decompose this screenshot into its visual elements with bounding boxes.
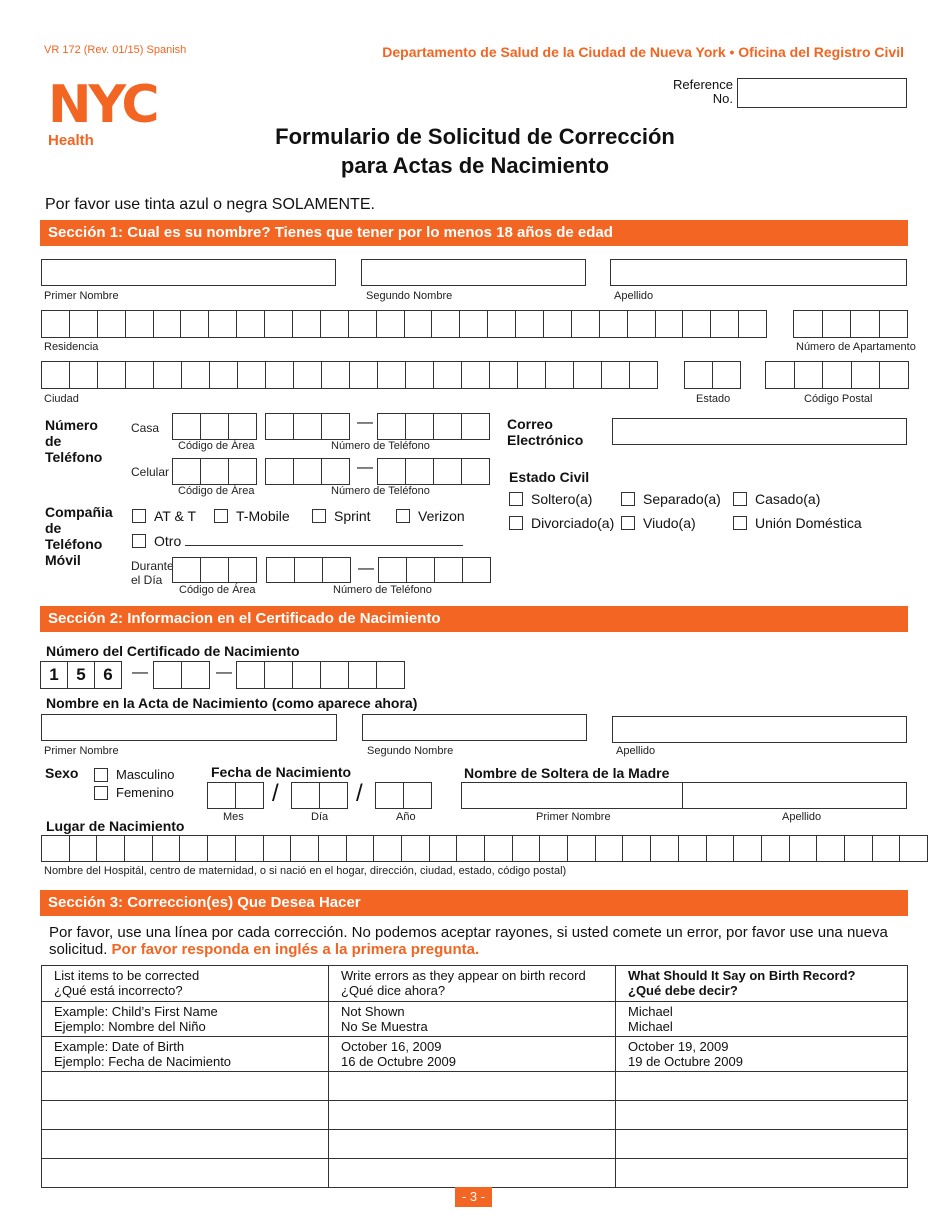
marital-domestic-partner-checkbox[interactable] [733, 515, 862, 531]
record-first-name-field[interactable] [41, 714, 337, 741]
phone-label-2: de [45, 433, 62, 449]
dash: — [132, 664, 148, 681]
table-row[interactable] [42, 1159, 908, 1188]
carrier-other-checkbox[interactable] [132, 533, 181, 549]
home-phone-prefix-field[interactable] [265, 413, 350, 440]
record-first-name-label: Primer Nombre [44, 745, 119, 757]
area-code-label: Código de Área [179, 584, 256, 596]
apartment-label: Número de Apartamento [796, 341, 916, 353]
slash: / [356, 780, 363, 807]
area-code-label: Código de Área [178, 440, 255, 452]
mother-first-name-field[interactable] [461, 782, 683, 809]
carrier-verizon-label: Verizon [418, 508, 465, 524]
table-cell [42, 1002, 329, 1037]
sex-female-checkbox[interactable] [94, 785, 174, 800]
mobile-carrier-label [45, 504, 113, 568]
marital-widowed-label: Viudo(a) [643, 515, 696, 531]
record-middle-name-field[interactable] [362, 714, 587, 741]
table-cell [329, 1037, 616, 1072]
table-cell [616, 1002, 908, 1037]
dash: — [357, 414, 373, 431]
column-header-en: Write errors as they appear on birth record [341, 968, 586, 983]
daytime-phone-label [131, 559, 174, 587]
phone-number-sublabel: Número de Teléfono [331, 485, 430, 497]
mother-first-name-label: Primer Nombre [536, 811, 611, 823]
cell-line: October 16, 2009 [341, 1039, 442, 1054]
apartment-field[interactable] [793, 310, 908, 338]
carrier-label-4: Móvil [45, 552, 81, 568]
zip-label: Código Postal [804, 393, 873, 405]
cert-digit-3: 6 [95, 661, 122, 689]
reference-label [660, 78, 733, 106]
table-cell[interactable] [329, 1072, 616, 1101]
example-row [42, 1037, 908, 1072]
dob-year-field[interactable] [375, 782, 432, 809]
carrier-tmobile-label: T-Mobile [236, 508, 290, 524]
dob-day-label: Día [311, 811, 329, 823]
cert-digit-1: 1 [41, 661, 68, 689]
cell-line: Michael [628, 1004, 673, 1019]
home-phone-line-field[interactable] [377, 413, 490, 440]
email-label-2: Electrónico [507, 432, 584, 448]
middle-name-field[interactable] [361, 259, 586, 286]
dash: — [358, 560, 374, 577]
page-title [0, 122, 950, 180]
marital-separated-checkbox[interactable] [621, 491, 721, 507]
birthplace-field[interactable] [41, 835, 928, 862]
phone-number-label [45, 417, 102, 465]
sex-label: Sexo [45, 765, 79, 781]
daytime-area-code-field[interactable] [172, 557, 257, 583]
dob-month-field[interactable] [207, 782, 264, 809]
carrier-other-line[interactable] [185, 545, 463, 546]
email-label [507, 416, 583, 448]
city-field[interactable] [41, 361, 658, 389]
corrections-table [41, 965, 908, 1188]
sex-male-checkbox[interactable] [94, 767, 175, 782]
daytime-label-2: el Día [131, 573, 163, 587]
certificate-prefix [40, 661, 122, 689]
cell-line: Ejemplo: Nombre del Niño [54, 1019, 206, 1034]
email-label-1: Correo [507, 416, 553, 432]
dob-year-label: Año [396, 811, 416, 823]
marital-married-checkbox[interactable] [733, 491, 820, 507]
dob-label: Fecha de Nacimiento [211, 764, 352, 780]
residence-label: Residencia [44, 341, 99, 353]
record-name-label: Nombre en la Acta de Nacimiento (como aparece ahora) [46, 695, 418, 711]
home-area-code-field[interactable] [172, 413, 257, 440]
phone-label-3: Teléfono [45, 449, 103, 465]
cell-line: Example: Child’s First Name [54, 1004, 218, 1019]
first-name-label: Primer Nombre [44, 290, 119, 302]
cell-line: No Se Muestra [341, 1019, 428, 1034]
marital-divorced-checkbox[interactable] [509, 515, 614, 531]
cell-phone-line-field[interactable] [377, 458, 490, 485]
table-header-row [42, 966, 908, 1002]
table-cell[interactable] [616, 1101, 908, 1130]
table-cell[interactable] [42, 1101, 329, 1130]
instructions-emphasis: Por favor responda en inglés a la primera pregunta. [111, 941, 480, 958]
daytime-phone-line-field[interactable] [378, 557, 491, 583]
carrier-label-1: Compañia [45, 504, 113, 520]
table-cell [616, 1037, 908, 1072]
ink-note: Por favor use tinta azul o negra SOLAMENTE. [45, 196, 375, 213]
middle-name-label: Segundo Nombre [366, 290, 453, 302]
carrier-att-label: AT & T [154, 508, 197, 524]
reference-label-1: Reference [673, 77, 733, 92]
carrier-sprint-checkbox[interactable] [312, 508, 371, 524]
title-line-1: Formulario de Solicitud de Corrección [275, 124, 675, 149]
certificate-number-label: Número del Certificado de Nacimiento [46, 643, 300, 659]
carrier-att-checkbox[interactable] [132, 508, 196, 524]
table-cell[interactable] [42, 1159, 329, 1188]
carrier-sprint-label: Sprint [334, 508, 371, 524]
marital-divorced-label: Divorciado(a) [531, 515, 615, 531]
city-label: Ciudad [44, 393, 79, 405]
marital-separated-label: Separado(a) [643, 491, 721, 507]
phone-number-sublabel: Número de Teléfono [333, 584, 432, 596]
title-line-2: para Actas de Nacimiento [340, 153, 610, 178]
table-cell[interactable] [42, 1072, 329, 1101]
birthplace-label: Lugar de Nacimiento [46, 818, 185, 834]
daytime-label-1: Durante [131, 559, 174, 573]
table-cell[interactable] [616, 1130, 908, 1159]
cell-line: Ejemplo: Fecha de Nacimiento [54, 1054, 232, 1069]
marital-domestic-partner-label: Unión Doméstica [755, 515, 862, 531]
column-header-es: ¿Qué dice ahora? [341, 983, 446, 998]
marital-status-label: Estado Civil [509, 469, 590, 485]
zip-field[interactable] [765, 361, 909, 389]
form-id: VR 172 (Rev. 01/15) Spanish [44, 44, 187, 56]
section-3-instructions [49, 924, 909, 958]
section-3-header: Sección 3: Correccion(es) Que Desea Hacer [40, 890, 908, 916]
table-row[interactable] [42, 1101, 908, 1130]
residence-field[interactable] [41, 310, 767, 338]
table-cell[interactable] [616, 1159, 908, 1188]
marital-married-label: Casado(a) [755, 491, 821, 507]
birthplace-note: Nombre del Hospitál, centro de maternidad, o si nació en el hogar, dirección, ciudad, estado, código postal) [44, 865, 567, 877]
column-header-en: List items to be corrected [54, 968, 200, 983]
last-name-field[interactable] [610, 259, 907, 286]
column-header-en: What Should It Say on Birth Record? [628, 968, 856, 983]
sex-female-label: Femenino [116, 785, 174, 800]
cell-line: Not Shown [341, 1004, 405, 1019]
table-cell[interactable] [42, 1130, 329, 1159]
cell-phone-label: Celular [131, 465, 170, 479]
daytime-phone-prefix-field[interactable] [266, 557, 351, 583]
carrier-label-2: de [45, 520, 62, 536]
cell-line: October 19, 2009 [628, 1039, 729, 1054]
cell-phone-prefix-field[interactable] [265, 458, 350, 485]
phone-number-sublabel: Número de Teléfono [331, 440, 430, 452]
record-middle-name-label: Segundo Nombre [367, 745, 454, 757]
reference-number-field[interactable] [737, 78, 907, 108]
cell-line: 19 de Octubre 2009 [628, 1054, 743, 1069]
logo-sub: Health [48, 132, 94, 149]
page-number: - 3 - [455, 1187, 492, 1207]
cell-line: 16 de Octubre 2009 [341, 1054, 456, 1069]
cert-digit-2: 5 [68, 661, 95, 689]
column-header-es: ¿Qué debe decir? [628, 983, 738, 998]
dash: — [357, 459, 373, 476]
table-row[interactable] [42, 1130, 908, 1159]
carrier-label-3: Teléfono [45, 536, 103, 552]
cell-line: Michael [628, 1019, 673, 1034]
slash: / [272, 780, 279, 807]
table-cell [42, 1037, 329, 1072]
first-name-field[interactable] [41, 259, 336, 286]
carrier-verizon-checkbox[interactable] [396, 508, 465, 524]
table-cell[interactable] [329, 1101, 616, 1130]
area-code-label: Código de Área [178, 485, 255, 497]
email-field[interactable] [612, 418, 907, 445]
certificate-year-field[interactable] [153, 661, 210, 689]
column-header [329, 966, 616, 1002]
section-2-header: Sección 2: Informacion en el Certificado de Nacimiento [40, 606, 908, 632]
table-cell[interactable] [616, 1072, 908, 1101]
table-cell [329, 1002, 616, 1037]
cell-line: Example: Date of Birth [54, 1039, 185, 1054]
last-name-label: Apellido [614, 290, 654, 302]
instructions-text: Por favor, use una línea por cada corrección. No podemos aceptar rayones, si usted comete un error, por favor use una nueva solicitud. [49, 924, 888, 958]
dash: — [216, 664, 232, 681]
mother-last-name-label: Apellido [782, 811, 822, 823]
column-header-es: ¿Qué está incorrecto? [54, 983, 183, 998]
table-cell[interactable] [329, 1130, 616, 1159]
record-last-name-label: Apellido [616, 745, 656, 757]
reference-label-2: No. [712, 91, 733, 106]
carrier-tmobile-checkbox[interactable] [214, 508, 290, 524]
dob-month-label: Mes [223, 811, 244, 823]
state-label: Estado [696, 393, 731, 405]
section-1-header: Sección 1: Cual es su nombre? Tienes que tener por lo menos 18 años de edad [40, 220, 908, 246]
logo-text: NYC [48, 75, 157, 135]
cell-area-code-field[interactable] [172, 458, 257, 485]
record-last-name-field[interactable] [612, 716, 907, 743]
phone-label-1: Número [45, 417, 98, 433]
state-field[interactable] [684, 361, 741, 389]
column-header [616, 966, 908, 1002]
certificate-serial-field[interactable] [236, 661, 405, 689]
marital-widowed-checkbox[interactable] [621, 515, 696, 531]
mother-maiden-name-label: Nombre de Soltera de la Madre [464, 765, 670, 781]
home-phone-label: Casa [131, 421, 160, 435]
department-title: Departamento de Salud de la Ciudad de Nueva York • Oficina del Registro Civil [382, 44, 904, 60]
sex-male-label: Masculino [116, 767, 175, 782]
table-row[interactable] [42, 1072, 908, 1101]
carrier-other-label: Otro [154, 533, 182, 549]
mother-last-name-field[interactable] [682, 782, 907, 809]
dob-day-field[interactable] [291, 782, 348, 809]
column-header [42, 966, 329, 1002]
marital-single-checkbox[interactable] [509, 491, 592, 507]
table-cell[interactable] [329, 1159, 616, 1188]
marital-single-label: Soltero(a) [531, 491, 593, 507]
example-row [42, 1002, 908, 1037]
